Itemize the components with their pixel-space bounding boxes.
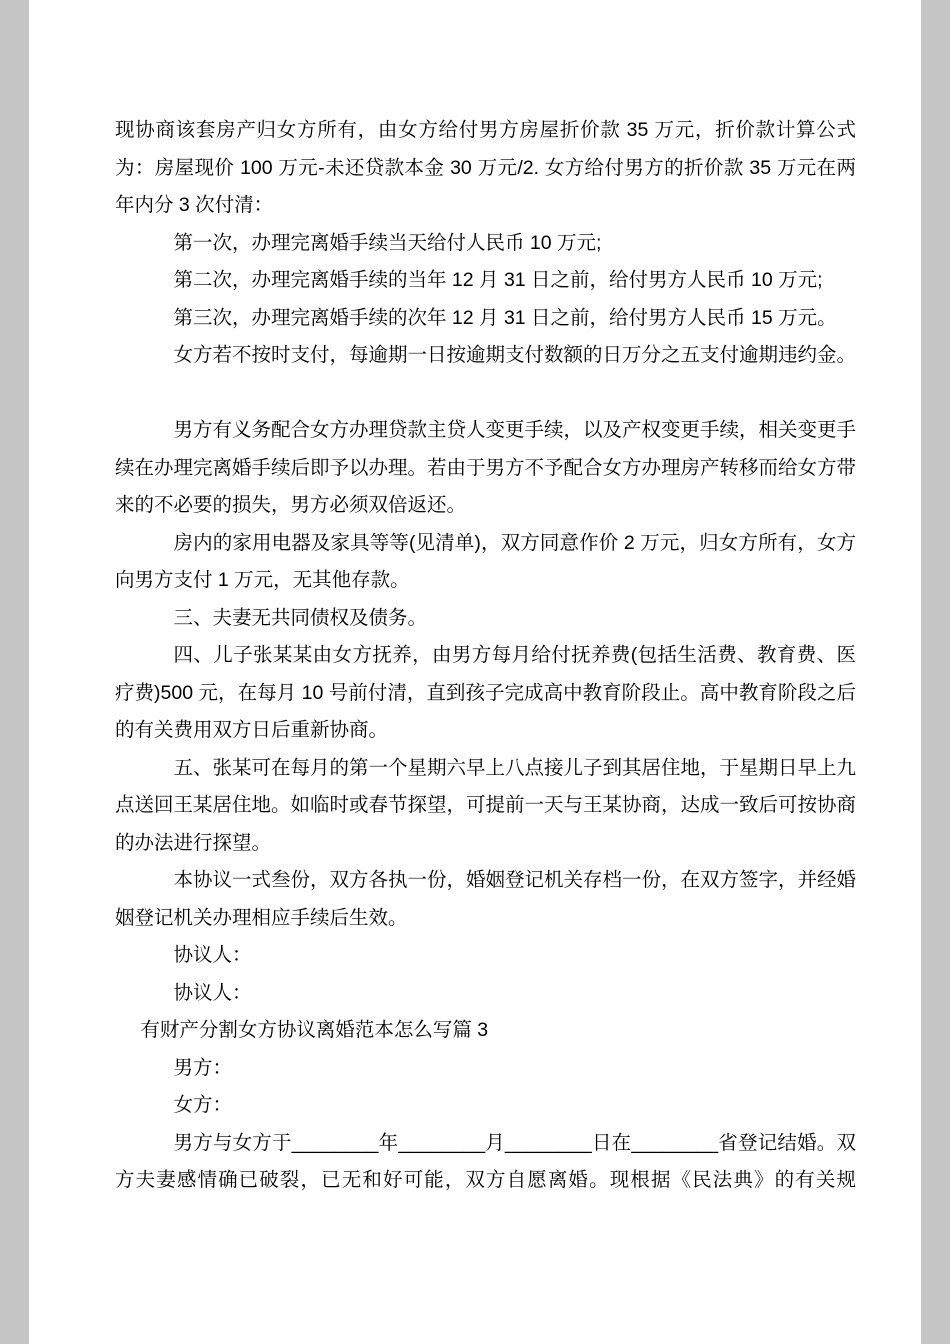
party-female-line: 女方：: [173, 1094, 233, 1116]
paragraph-article-four-custody: 四、儿子张某某由女方抚养，由男方每月给付抚养费(包括生活费、教育费、医疗费)500 元，在每月 10 号前付清，直到孩子完成高中教育阶段止。高中教育阶段之后的有关费用双方日后重新协商。: [115, 644, 856, 741]
paragraph-late-penalty: 女方若不按时支付，每逾期一日按逾期支付数额的日万分之五支付逾期违约金。: [173, 344, 857, 366]
paragraph-copies-effectiveness: 本协议一式叁份，双方各执一份，婚姻登记机关存档一份，在双方签字，并经婚姻登记机关办理相应手续后生效。: [115, 869, 857, 929]
paragraph-loan-transfer-obligation: 男方有义务配合女方办理贷款主贷人变更手续，以及产权变更手续，相关变更手续在办理完离婚手续后即予以办理。若由于男方不予配合女方办理房产转移而给女方带来的不必要的损失，男方必须双倍返还。: [115, 419, 857, 516]
paragraph-payment-third: 第三次，办理完离婚手续的次年 12 月 31 日之前，给付男方人民币 15 万元。: [173, 306, 837, 329]
paragraph-payment-first: 第一次，办理完离婚手续当天给付人民币 10 万元;: [173, 231, 602, 254]
right-page-margin: [921, 0, 950, 1344]
signer-line-2: 协议人：: [173, 981, 252, 1004]
section-heading-template-3: 有财产分割女方协议离婚范本怎么写篇 3: [140, 1019, 489, 1041]
document-text: [115, 112, 856, 1200]
document-page: [29, 0, 921, 1344]
paragraph-payment-second: 第二次，办理完离婚手续的当年 12 月 31 日之前，给付男方人民币 10 万元;: [173, 269, 823, 291]
signer-line-1: 协议人：: [173, 944, 252, 966]
party-male-line: 男方：: [173, 1056, 233, 1079]
paragraph-article-three-debts: 三、夫妻无共同债权及债务。: [173, 606, 428, 629]
left-page-margin: [0, 0, 29, 1344]
blank-line: [115, 375, 856, 413]
paragraph-marriage-registration: 男方与女方于________年________月________日在________省登记结婚。双方夫妻感情确已破裂，已无和好可能，双方自愿离婚。现根据《民法典》的有关规: [115, 1131, 856, 1191]
paragraph-article-five-visitation: 五、张某可在每月的第一个星期六早上八点接儿子到其居住地，于星期日早上九点送回王某居住地。如临时或春节探望，可提前一天与王某协商，达成一致后可按协商的办法进行探望。: [115, 756, 857, 854]
paragraph-appliances-furniture: 房内的家用电器及家具等等(见清单)，双方同意作价 2 万元，归女方所有，女方向男方支付 1 万元，无其他存款。: [115, 531, 856, 591]
paragraph-property-settlement: 现协商该套房产归女方所有，由女方给付男方房屋折价款 35 万元，折价款计算公式为：房屋现价 100 万元-未还贷款本金 30 万元/2. 女方给付男方的折价款 35 万元在两年内分 3 次付清：: [115, 119, 856, 216]
